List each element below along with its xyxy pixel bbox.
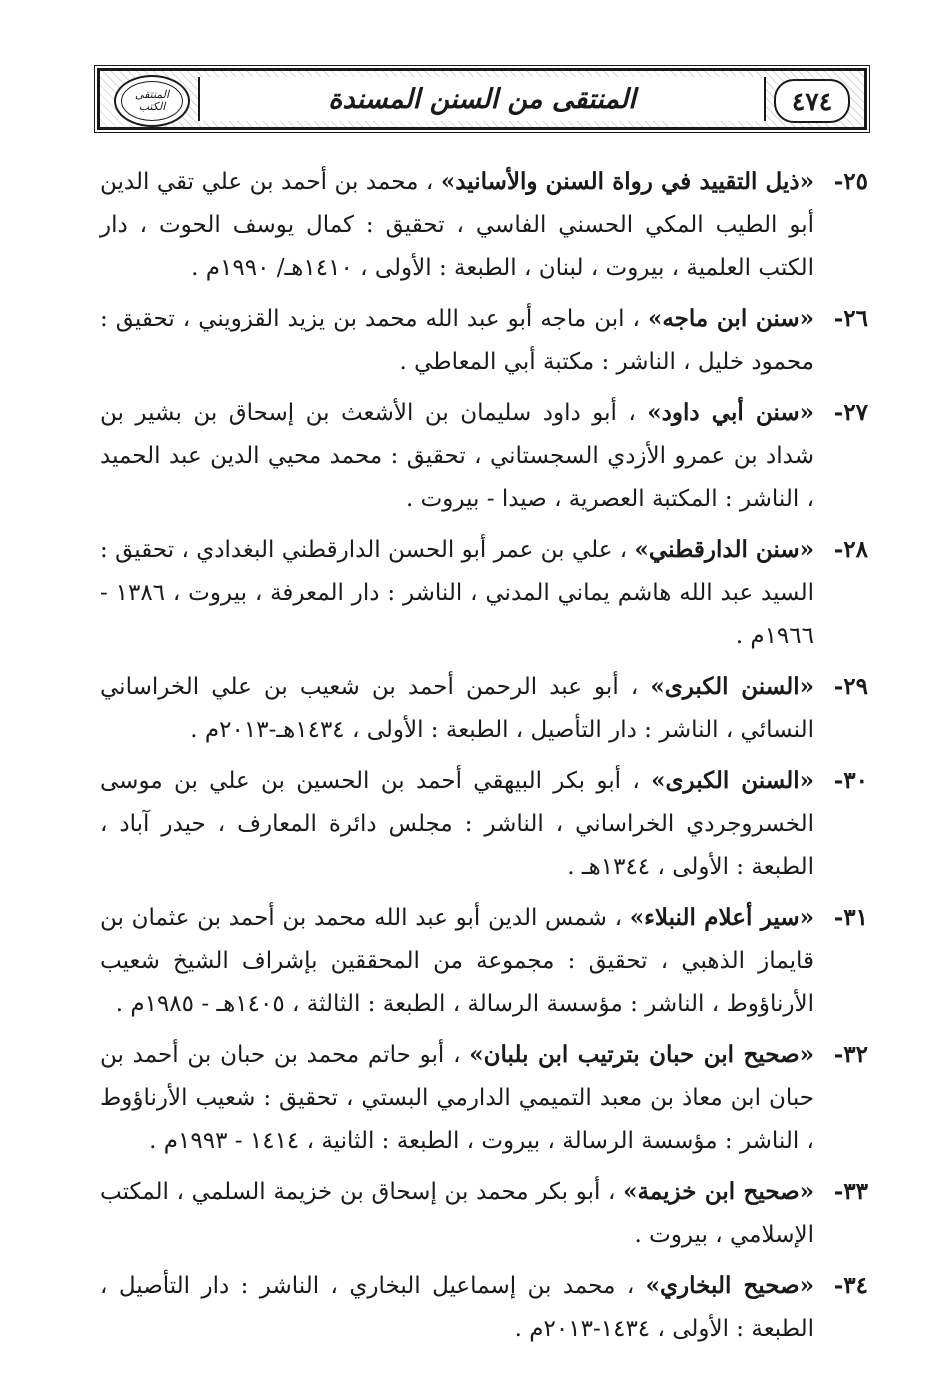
bibliography-entry [100,1033,868,1163]
entry-title: «ذيل التقييد في رواة السنن والأسانيد» [440,168,814,195]
entry-details: ، أبو بكر البيهقي أحمد بن الحسين بن علي بن موسى الخسروجردي الخراساني ، الناشر : مجلس دائرة المعارف ، حيدر آباد ، الطبعة : الأولى ، ١٣٤٤هـ . [100,768,814,880]
entry-number: ٢٩- [833,673,868,700]
entry-details: ، أبو حاتم محمد بن حبان بن أحمد بن حبان ابن معاذ بن معبد التميمي الدارمي البستي ، تحقيق : شعيب الأرناؤوط ، الناشر : مؤسسة الرسالة ، بيروت ، الطبعة : الثانية ، ١٤١٤ - ١٩٩٣م . [100,1042,814,1154]
entry-title: «صحيح ابن خزيمة» [623,1178,815,1205]
entry-number: ٢٧- [833,399,868,426]
page-number: ٤٧٤ [791,86,833,116]
entry-title: «سنن ابن ماجه» [647,305,814,332]
entry-title: «السنن الكبرى» [650,673,815,700]
page-header [97,68,867,130]
entry-number: ٣٢- [833,1041,868,1068]
bibliography-entry [100,297,868,384]
emblem-text: المنتقى الكتب [134,88,170,113]
entry-number: ٣٣- [833,1178,868,1205]
page-number-badge [774,79,850,123]
bibliography-entry [100,391,868,521]
bibliography-entry [100,1264,868,1351]
bibliography-entry [100,160,868,290]
entry-details: ، أبو عبد الرحمن أحمد بن شعيب بن علي الخراساني النسائي ، الناشر : دار التأصيل ، الطبعة : الأولى ، ١٤٣٤هـ-٢٠١٣م . [100,674,814,743]
entry-number: ٢٨- [833,536,868,563]
entry-number: ٣٠- [833,767,868,794]
entry-title: «سنن أبي داود» [647,399,814,426]
bibliography-entry [100,1170,868,1257]
entry-title: «سير أعلام النبلاء» [629,904,814,931]
entry-details: ، محمد بن إسماعيل البخاري ، الناشر : دار التأصيل ، الطبعة : الأولى ، ١٤٣٤-٢٠١٣م . [100,1273,814,1342]
entry-details: ، علي بن عمر أبو الحسن الدارقطني البغدادي ، تحقيق : السيد عبد الله هاشم يماني المدني ، الناشر : دار المعرفة ، بيروت ، ١٣٨٦ - ١٩٦٦م . [100,537,814,649]
entry-title: «السنن الكبرى» [651,767,815,794]
entry-number: ٣٤- [833,1272,868,1299]
entry-number: ٢٥- [833,168,868,195]
entry-title: «صحيح ابن حبان بترتيب ابن بلبان» [469,1041,814,1068]
emblem-ring [121,81,183,121]
entry-title: «سنن الدارقطني» [634,536,814,563]
bibliography-entry [100,759,868,889]
entry-details: ، شمس الدين أبو عبد الله محمد بن أحمد بن عثمان بن قايماز الذهبي ، تحقيق : مجموعة من المحققين بإشراف الشيخ شعيب الأرناؤوط ، الناشر : مؤسسة الرسالة ، الطبعة : الثالثة ، ١٤٠٥هـ - ١٩٨٥م . [100,905,814,1017]
entry-details: ، أبو بكر محمد بن إسحاق بن خزيمة السلمي ، المكتب الإسلامي ، بيروت . [100,1179,814,1248]
bibliography-list [100,160,868,1358]
book-emblem-icon [114,75,190,127]
entry-details: ، أبو داود سليمان بن الأشعث بن إسحاق بن بشير بن شداد بن عمرو الأزدي السجستاني ، تحقيق : محمد محيي الدين عبد الحميد ، الناشر : المكتبة العصرية ، صيدا - بيروت . [100,400,814,512]
book-title: المنتقى من السنن المسندة [328,83,636,115]
entry-title: «صحيح البخاري» [645,1272,814,1299]
entry-number: ٢٦- [833,305,868,332]
bibliography-entry [100,896,868,1026]
entry-number: ٣١- [833,904,868,931]
header-title-panel [198,77,766,121]
bibliography-entry [100,528,868,658]
bibliography-entry [100,665,868,752]
entry-details: ، ابن ماجه أبو عبد الله محمد بن يزيد القزويني ، تحقيق : محمود خليل ، الناشر : مكتبة أبي المعاطي . [100,306,814,375]
entry-details: ، محمد بن أحمد بن علي تقي الدين أبو الطيب المكي الحسني الفاسي ، تحقيق : كمال يوسف الحوت ، دار الكتب العلمية ، بيروت ، لبنان ، الطبعة : الأولى ، ١٤١٠هـ/ ١٩٩٠م . [100,169,814,281]
